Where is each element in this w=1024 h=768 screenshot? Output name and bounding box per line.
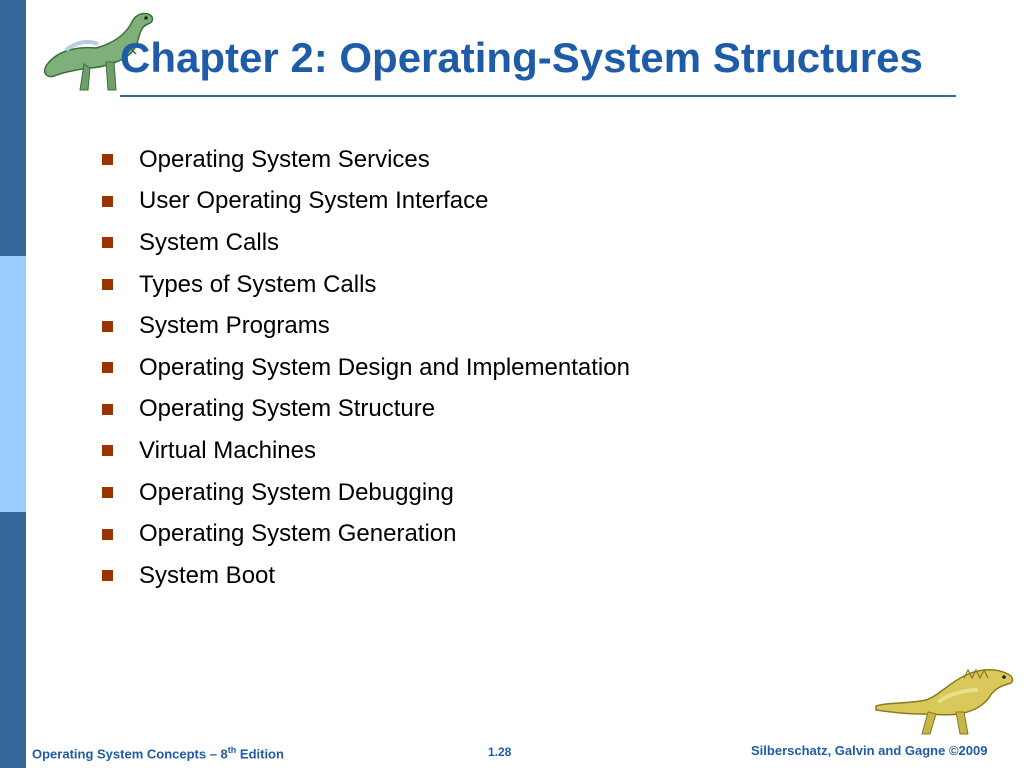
list-item bbox=[100, 305, 630, 347]
bullet-text: System Programs bbox=[139, 312, 330, 340]
square-bullet-icon bbox=[102, 487, 113, 498]
bullet-text: Operating System Generation bbox=[139, 520, 457, 548]
bullet-text: Operating System Structure bbox=[139, 395, 436, 423]
square-bullet-icon bbox=[102, 279, 113, 290]
sidebar-stripe-bottom bbox=[0, 512, 26, 768]
square-bullet-icon bbox=[102, 445, 113, 456]
square-bullet-icon bbox=[102, 237, 113, 248]
footer-book-title-prefix: Operating System Concepts – 8 bbox=[32, 746, 228, 762]
list-item bbox=[100, 181, 630, 223]
list-item bbox=[100, 222, 630, 264]
square-bullet-icon bbox=[102, 321, 113, 332]
footer-book-title-suffix: Edition bbox=[236, 746, 284, 762]
title-divider bbox=[120, 95, 956, 97]
bullet-text: Virtual Machines bbox=[139, 436, 316, 464]
sidebar-stripe-middle bbox=[0, 256, 26, 512]
square-bullet-icon bbox=[102, 529, 113, 540]
square-bullet-icon bbox=[102, 570, 113, 581]
square-bullet-icon bbox=[102, 404, 113, 415]
bullet-text: System Boot bbox=[139, 561, 276, 589]
list-item bbox=[100, 472, 630, 514]
list-item bbox=[100, 139, 630, 181]
bullet-text: Operating System Design and Implementation bbox=[139, 353, 630, 381]
footer-book-title bbox=[32, 745, 284, 761]
list-item bbox=[100, 264, 630, 306]
bullet-list bbox=[100, 139, 630, 597]
bullet-text: User Operating System Interface bbox=[139, 187, 489, 215]
dinosaur-icon bbox=[868, 658, 1018, 738]
footer-authors: Silberschatz, Galvin and Gagne ©2009 bbox=[751, 743, 988, 758]
bullet-text: Types of System Calls bbox=[139, 270, 377, 298]
bullet-text: Operating System Services bbox=[139, 145, 430, 173]
square-bullet-icon bbox=[102, 196, 113, 207]
list-item bbox=[100, 347, 630, 389]
page-number: 1.28 bbox=[488, 745, 512, 759]
list-item bbox=[100, 555, 630, 597]
footer-book-title-sup: th bbox=[227, 745, 237, 755]
bullet-text: Operating System Debugging bbox=[139, 478, 454, 506]
list-item bbox=[100, 389, 630, 431]
square-bullet-icon bbox=[102, 362, 113, 373]
list-item bbox=[100, 513, 630, 555]
sidebar-stripe-top bbox=[0, 0, 26, 256]
page-title: Chapter 2: Operating-System Structures bbox=[120, 34, 923, 81]
bullet-text: System Calls bbox=[139, 228, 280, 256]
list-item bbox=[100, 430, 630, 472]
square-bullet-icon bbox=[102, 154, 113, 165]
